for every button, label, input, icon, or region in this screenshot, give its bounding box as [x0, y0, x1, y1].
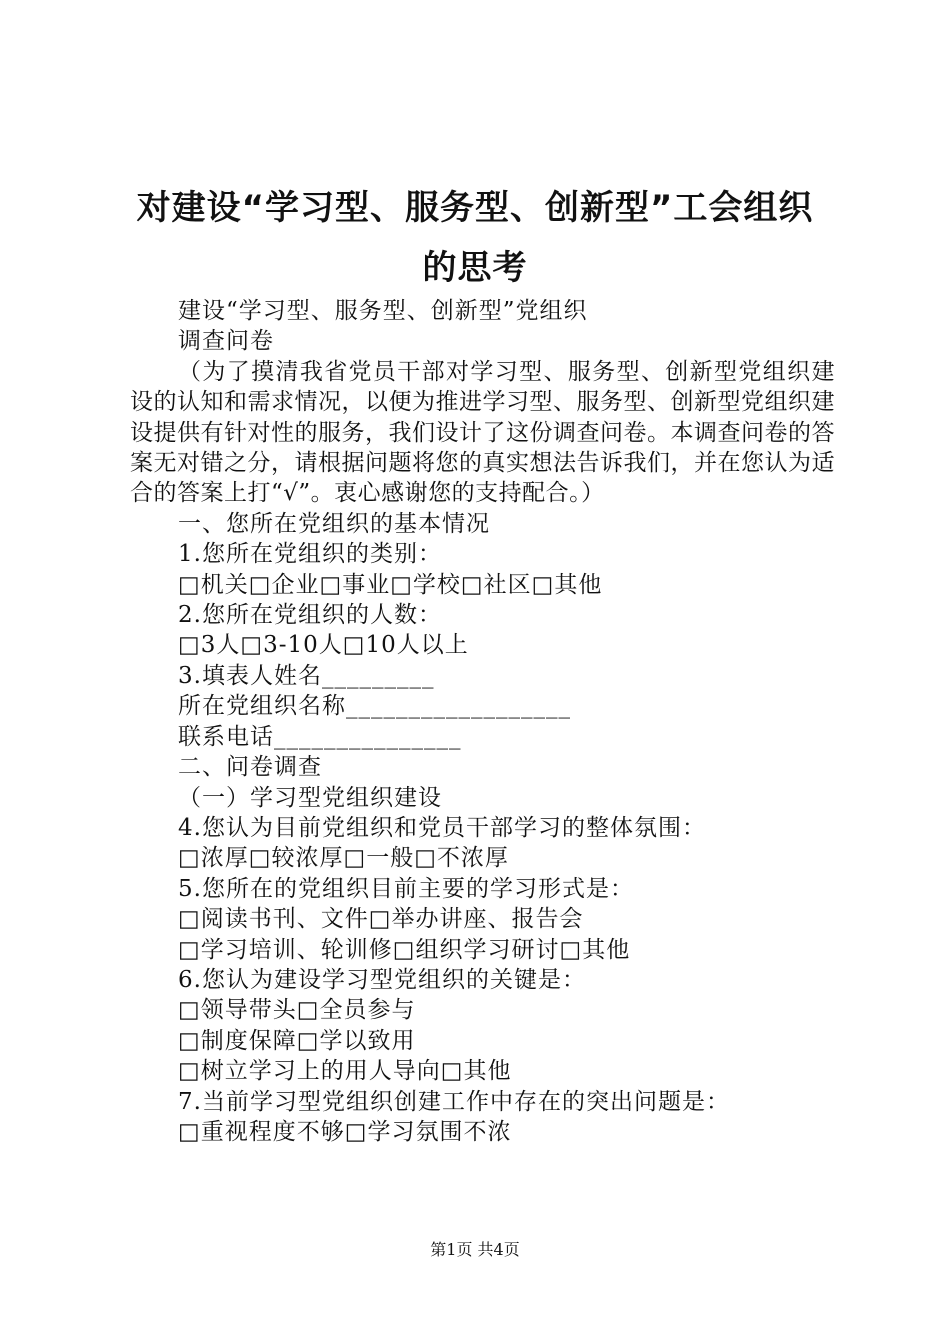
question-2: 2.您所在党组织的人数：: [178, 602, 442, 629]
subsection-heading-learning: （一）学习型党组织建设: [178, 784, 442, 811]
intro-paragraph: （为了摸清我省党员干部对学习型、服务型、创新型党组织建设的认知和需求情况，以便为推进学习型、服务型、创新型党组织建设提供有针对性的服务，我们设计了这份调查问卷。本调查问卷的答案无对错之分，请根据问题将您的真实想法告诉我们，并在您认为适合的答案上打“√”。衷心感谢您的支持配合。）: [130, 358, 835, 507]
document-title-line-2: 的思考: [422, 248, 528, 288]
question-4: 4.您认为目前党组织和党员干部学习的整体氛围：: [178, 814, 706, 841]
question-6: 6.您认为建设学习型党组织的关键是：: [178, 966, 586, 993]
section-heading-basic-info: 一、您所在党组织的基本情况: [178, 510, 490, 537]
question-5-options-a: □阅读书刊、文件□举办讲座、报告会: [178, 906, 584, 933]
subtitle-questionnaire: 调查问卷: [178, 328, 274, 355]
document-title-line-1: 对建设“学习型、服务型、创新型”工会组织: [136, 188, 814, 228]
section-heading-survey: 二、问卷调查: [178, 754, 322, 781]
question-5-options-b: □学习培训、轮训修□组织学习研讨□其他: [178, 936, 631, 963]
field-filler-name: 3.填表人姓名_________: [178, 662, 435, 689]
question-1: 1.您所在党组织的类别：: [178, 541, 442, 568]
question-6-options-a: □领导带头□全员参与: [178, 997, 416, 1024]
question-1-options: □机关□企业□事业□学校□社区□其他: [178, 571, 603, 598]
question-6-options-c: □树立学习上的用人导向□其他: [178, 1058, 512, 1085]
question-5: 5.您所在的党组织目前主要的学习形式是：: [178, 875, 634, 902]
field-phone: 联系电话_______________: [178, 723, 462, 750]
subtitle-line: 建设“学习型、服务型、创新型”党组织: [178, 298, 588, 324]
question-7-options: □重视程度不够□学习氛围不浓: [178, 1118, 512, 1145]
question-6-options-b: □制度保障□学以致用: [178, 1027, 416, 1054]
question-4-options: □浓厚□较浓厚□一般□不浓厚: [178, 845, 509, 872]
field-organization-name: 所在党组织名称__________________: [178, 693, 571, 720]
document-body: [130, 296, 835, 1147]
page-number-footer: 第1页 共4页: [430, 1240, 520, 1259]
question-7: 7.当前学习型党组织创建工作中存在的突出问题是：: [178, 1088, 730, 1115]
question-2-options: □3人□3-10人□10人以上: [178, 632, 469, 659]
